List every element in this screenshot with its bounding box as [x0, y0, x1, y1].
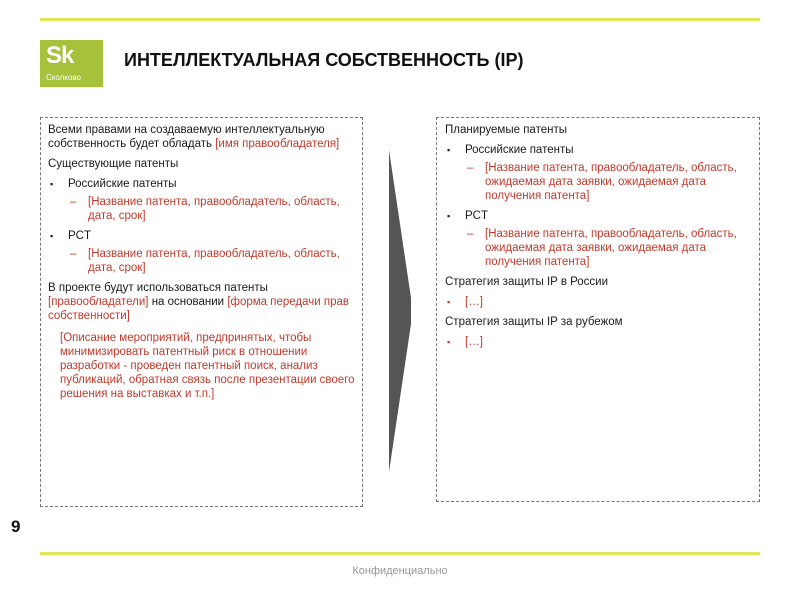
slide-title: ИНТЕЛЛЕКТУАЛЬНАЯ СОБСТВЕННОСТЬ (IP) — [124, 50, 524, 70]
list-subitem — [48, 195, 355, 223]
patent-placeholder: [Название патента, правообладатель, область, ожидаемая дата заявки, ожидаемая дата получения патента] — [485, 228, 737, 268]
planned-ip-box — [436, 117, 760, 502]
dash-icon: – — [70, 196, 77, 208]
bullet-icon: ▪ — [447, 297, 451, 307]
list-item — [445, 209, 751, 223]
bullet-label: PCT — [68, 230, 91, 242]
bullet-label: Российские патенты — [465, 144, 574, 156]
list-subitem — [48, 247, 355, 275]
bottom-accent-line — [40, 552, 760, 555]
current-ip-box — [40, 117, 363, 507]
bullet-icon: ▪ — [447, 145, 451, 155]
owner-placeholder: [имя правообладателя] — [215, 138, 340, 150]
dash-icon: – — [467, 228, 474, 240]
page-number: 9 — [11, 517, 21, 536]
bullet-icon: ▪ — [447, 337, 451, 347]
top-accent-line — [40, 18, 760, 21]
abroad-strategy-heading: Стратегия защиты IP за рубежом — [445, 316, 623, 328]
skolkovo-logo — [40, 40, 103, 87]
dash-icon: – — [70, 248, 77, 260]
rightholders-placeholder: [правообладатели] — [48, 296, 149, 308]
patent-placeholder: [Название патента, правообладатель, область, дата, срок] — [88, 196, 340, 222]
confidential-footer: Конфиденциально — [352, 565, 448, 577]
dash-icon: – — [467, 162, 474, 174]
patent-placeholder: [Название патента, правообладатель, область, ожидаемая дата заявки, ожидаемая дата получения патента] — [485, 162, 737, 202]
list-item — [445, 335, 751, 349]
logo-text: Сколково — [46, 73, 81, 82]
bullet-icon: ▪ — [447, 211, 451, 221]
list-item — [48, 229, 355, 243]
rights-transfer-placeholder: [форма передачи прав собственности] — [48, 296, 350, 322]
list-item — [445, 143, 751, 157]
russia-strategy-heading: Стратегия защиты IP в России — [445, 276, 609, 288]
project-text: на основании — [148, 296, 228, 308]
strategy-placeholder: […] — [465, 336, 483, 348]
strategy-placeholder: […] — [465, 296, 483, 308]
chevron-arrow-shape — [389, 150, 411, 472]
list-item — [48, 177, 355, 191]
risk-mitigation-placeholder: [Описание мероприятий, предпринятых, чтобы минимизировать патентный риск в отношении разработки - проведен патентный поиск, анализ публикаций, обратная связь после презентации своего решения на выставках и т.п.] — [60, 332, 355, 400]
logo-mark: Sk — [46, 42, 74, 69]
project-text: В проекте будут использоваться патенты — [48, 282, 268, 294]
project-patents-statement — [48, 281, 355, 323]
ownership-statement — [48, 123, 355, 151]
bullet-label: Российские патенты — [68, 178, 177, 190]
ownership-text: Всеми правами на создаваемую интеллектуальную собственность будет обладать — [48, 124, 325, 150]
bullet-icon: ▪ — [50, 231, 54, 241]
bullet-icon: ▪ — [50, 179, 54, 189]
list-subitem — [445, 161, 751, 203]
list-item — [445, 295, 751, 309]
list-subitem — [445, 227, 751, 269]
bullet-label: PCT — [465, 210, 488, 222]
chevron-arrow-icon — [389, 150, 411, 472]
planned-patents-heading: Планируемые патенты — [445, 124, 567, 136]
patent-placeholder: [Название патента, правообладатель, область, дата, срок] — [88, 248, 340, 274]
existing-patents-heading: Существующие патенты — [48, 158, 179, 170]
